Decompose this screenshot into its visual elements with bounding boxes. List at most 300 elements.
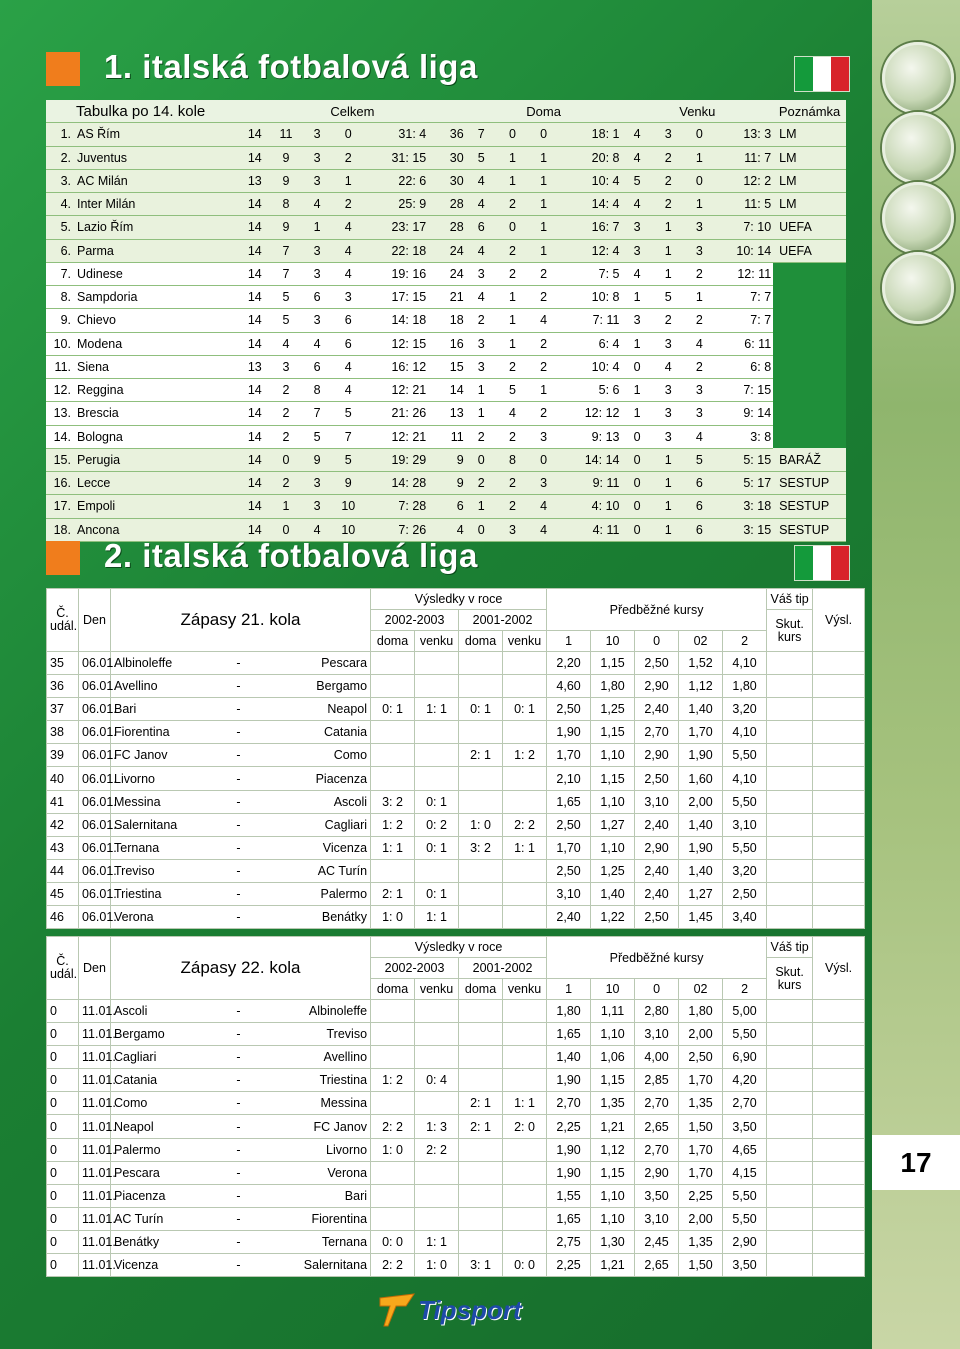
column-header-odds-o1: 1 xyxy=(547,631,591,652)
date-cell: 11.01. xyxy=(79,1069,111,1092)
stat-cell: 0 xyxy=(497,123,528,146)
result-cell xyxy=(415,652,459,675)
table-row xyxy=(46,448,846,471)
stat-cell: 3: 18 xyxy=(715,495,773,518)
result-cell xyxy=(371,721,415,744)
stat-cell: 10 xyxy=(333,518,364,541)
tip-input-cell[interactable] xyxy=(767,1207,813,1230)
stat-cell: 9 xyxy=(270,169,301,192)
tip-input-cell[interactable] xyxy=(767,1000,813,1023)
result-cell: 1: 0 xyxy=(415,1254,459,1277)
stat-cell: 5 xyxy=(333,448,364,471)
result-cell xyxy=(459,1161,503,1184)
stat-cell: 5 xyxy=(302,425,333,448)
event-cell: 41 xyxy=(47,790,79,813)
note-cell xyxy=(773,355,846,378)
result-input-cell[interactable] xyxy=(813,1069,865,1092)
result-cell: 2: 2 xyxy=(503,813,547,836)
note-cell xyxy=(773,332,846,355)
result-input-cell[interactable] xyxy=(813,1138,865,1161)
result-cell xyxy=(415,721,459,744)
away-team-cell: Catania xyxy=(271,721,371,744)
stat-cell: 21: 26 xyxy=(364,402,428,425)
tip-input-cell[interactable] xyxy=(767,882,813,905)
odds-cell: 1,80 xyxy=(723,675,767,698)
stat-cell: 2 xyxy=(333,193,364,216)
stat-cell: 36 xyxy=(428,123,465,146)
stat-cell: 9 xyxy=(270,216,301,239)
stat-cell: 2 xyxy=(497,239,528,262)
home-team-cell: Fiorentina xyxy=(111,721,207,744)
result-input-cell[interactable] xyxy=(813,675,865,698)
note-cell: SESTUP xyxy=(773,495,846,518)
odds-cell: 4,15 xyxy=(723,1161,767,1184)
away-team-cell: Neapol xyxy=(271,698,371,721)
section-marker xyxy=(46,52,80,86)
stat-cell: 4 xyxy=(333,262,364,285)
stat-cell: 0 xyxy=(684,123,715,146)
result-input-cell[interactable] xyxy=(813,1184,865,1207)
result-input-cell[interactable] xyxy=(813,1046,865,1069)
result-input-cell[interactable] xyxy=(813,790,865,813)
result-cell xyxy=(459,859,503,882)
stat-cell: 14 xyxy=(239,402,270,425)
result-cell xyxy=(459,1046,503,1069)
stat-cell: 3 xyxy=(653,332,684,355)
position-cell: 3. xyxy=(46,169,73,192)
odds-cell: 2,85 xyxy=(635,1069,679,1092)
odds-cell: 1,40 xyxy=(591,882,635,905)
odds-cell: 2,50 xyxy=(635,767,679,790)
stat-cell: 7: 26 xyxy=(364,518,428,541)
stat-cell: 2 xyxy=(497,472,528,495)
event-cell: 35 xyxy=(47,652,79,675)
tip-input-cell[interactable] xyxy=(767,1092,813,1115)
odds-cell: 1,21 xyxy=(591,1254,635,1277)
table-row xyxy=(47,1000,865,1023)
home-team-cell: Piacenza xyxy=(111,1184,207,1207)
odds-cell: 2,80 xyxy=(635,1000,679,1023)
away-team-cell: Ternana xyxy=(271,1230,371,1253)
stat-cell: 10: 4 xyxy=(559,169,621,192)
tipsport-wordmark: Tipsport xyxy=(418,1294,522,1325)
stat-cell: 1 xyxy=(528,169,559,192)
stat-cell: 3 xyxy=(528,472,559,495)
home-team-cell: Como xyxy=(111,1092,207,1115)
date-cell: 06.01. xyxy=(79,790,111,813)
odds-cell: 1,11 xyxy=(591,1000,635,1023)
table-row xyxy=(47,1069,865,1092)
odds-cell: 3,10 xyxy=(635,1207,679,1230)
result-input-cell[interactable] xyxy=(813,836,865,859)
stat-cell: 3 xyxy=(466,262,497,285)
result-cell xyxy=(415,859,459,882)
tip-input-cell[interactable] xyxy=(767,836,813,859)
team-cell: Brescia xyxy=(73,402,239,425)
stat-cell: 2 xyxy=(270,402,301,425)
tip-input-cell[interactable] xyxy=(767,721,813,744)
table-row xyxy=(47,1092,865,1115)
team-cell: Chievo xyxy=(73,309,239,332)
column-header-odds-o1: 1 xyxy=(547,979,591,1000)
result-cell: 0: 4 xyxy=(415,1069,459,1092)
tip-input-cell[interactable] xyxy=(767,1184,813,1207)
stat-cell: 9 xyxy=(333,472,364,495)
result-input-cell[interactable] xyxy=(813,882,865,905)
stat-cell: 18 xyxy=(428,309,465,332)
football-icon xyxy=(882,42,954,114)
tip-input-cell[interactable] xyxy=(767,906,813,929)
home-team-cell: Triestina xyxy=(111,882,207,905)
event-cell: 0 xyxy=(47,1069,79,1092)
result-cell: 0: 2 xyxy=(415,813,459,836)
result-cell xyxy=(415,675,459,698)
note-cell xyxy=(773,425,846,448)
stat-cell: 2 xyxy=(497,355,528,378)
tip-input-cell[interactable] xyxy=(767,767,813,790)
stat-cell: 5 xyxy=(684,448,715,471)
date-cell: 11.01. xyxy=(79,1254,111,1277)
stat-cell: 4 xyxy=(466,239,497,262)
tip-input-cell[interactable] xyxy=(767,1046,813,1069)
date-cell: 11.01. xyxy=(79,1092,111,1115)
stat-cell: 1 xyxy=(466,402,497,425)
odds-cell: 2,70 xyxy=(635,721,679,744)
section-marker xyxy=(46,541,80,575)
tip-input-cell[interactable] xyxy=(767,698,813,721)
odds-cell: 1,15 xyxy=(591,767,635,790)
separator-cell: - xyxy=(207,1161,271,1184)
column-header-date: Den xyxy=(79,937,111,1000)
stat-cell: 15 xyxy=(428,355,465,378)
result-cell: 0: 1 xyxy=(371,698,415,721)
tip-input-cell[interactable] xyxy=(767,1115,813,1138)
result-input-cell[interactable] xyxy=(813,698,865,721)
stat-cell: 19: 16 xyxy=(364,262,428,285)
result-cell: 2: 2 xyxy=(371,1115,415,1138)
stat-cell: 3 xyxy=(466,355,497,378)
result-cell: 2: 1 xyxy=(459,1115,503,1138)
stat-cell: 8 xyxy=(302,379,333,402)
result-cell xyxy=(503,1069,547,1092)
team-cell: Modena xyxy=(73,332,239,355)
stat-cell: 28 xyxy=(428,193,465,216)
result-cell: 1: 1 xyxy=(415,1230,459,1253)
odds-cell: 5,50 xyxy=(723,836,767,859)
event-cell: 0 xyxy=(47,1023,79,1046)
odds-cell: 2,20 xyxy=(547,652,591,675)
odds-cell: 2,90 xyxy=(635,675,679,698)
table-row xyxy=(47,1046,865,1069)
column-header-season-2002-2003: 2002-2003 xyxy=(371,610,459,631)
odds-cell: 1,65 xyxy=(547,790,591,813)
column-header-home: Doma xyxy=(466,100,622,123)
table-row xyxy=(46,286,846,309)
date-cell: 06.01. xyxy=(79,906,111,929)
note-cell xyxy=(773,402,846,425)
tip-input-cell[interactable] xyxy=(767,859,813,882)
result-cell: 0: 1 xyxy=(459,698,503,721)
stat-cell: 2 xyxy=(497,495,528,518)
odds-cell: 1,70 xyxy=(679,721,723,744)
result-cell: 1: 1 xyxy=(503,1092,547,1115)
stat-cell: 30 xyxy=(428,169,465,192)
stat-cell: 1 xyxy=(497,169,528,192)
tip-input-cell[interactable] xyxy=(767,813,813,836)
result-input-cell[interactable] xyxy=(813,1161,865,1184)
stat-cell: 4 xyxy=(333,379,364,402)
away-team-cell: Salernitana xyxy=(271,1254,371,1277)
odds-cell: 4,00 xyxy=(635,1046,679,1069)
date-cell: 11.01. xyxy=(79,1046,111,1069)
separator-cell: - xyxy=(207,652,271,675)
team-cell: Reggina xyxy=(73,379,239,402)
stat-cell: 6 xyxy=(466,216,497,239)
result-cell xyxy=(503,1138,547,1161)
odds-cell: 2,90 xyxy=(635,836,679,859)
odds-cell: 2,45 xyxy=(635,1230,679,1253)
stat-cell: 25: 9 xyxy=(364,193,428,216)
date-cell: 11.01. xyxy=(79,1138,111,1161)
tip-input-cell[interactable] xyxy=(767,790,813,813)
away-team-cell: Bergamo xyxy=(271,675,371,698)
result-cell: 1: 1 xyxy=(415,906,459,929)
odds-cell: 1,27 xyxy=(679,882,723,905)
stat-cell: 12: 21 xyxy=(364,425,428,448)
away-team-cell: Treviso xyxy=(271,1023,371,1046)
result-cell xyxy=(503,1046,547,1069)
note-cell: BARÁŽ xyxy=(773,448,846,471)
stat-cell: 1 xyxy=(497,146,528,169)
stat-cell: 12: 2 xyxy=(715,169,773,192)
odds-cell: 5,50 xyxy=(723,1184,767,1207)
result-cell: 1: 2 xyxy=(371,813,415,836)
stat-cell: 1 xyxy=(466,495,497,518)
odds-cell: 2,50 xyxy=(635,906,679,929)
stat-cell: 3 xyxy=(621,309,652,332)
section-title-serie-b: 2. italská fotbalová liga xyxy=(104,537,478,574)
event-cell: 0 xyxy=(47,1115,79,1138)
home-team-cell: Benátky xyxy=(111,1230,207,1253)
stat-cell: 14 xyxy=(239,495,270,518)
result-input-cell[interactable] xyxy=(813,1254,865,1277)
separator-cell: - xyxy=(207,859,271,882)
team-cell: Parma xyxy=(73,239,239,262)
away-team-cell: Cagliari xyxy=(271,813,371,836)
result-cell: 3: 1 xyxy=(459,1254,503,1277)
result-cell: 2: 0 xyxy=(503,1115,547,1138)
event-cell: 37 xyxy=(47,698,79,721)
separator-cell: - xyxy=(207,1138,271,1161)
column-header-odds-o2: 2 xyxy=(723,979,767,1000)
stat-cell: 4: 11 xyxy=(559,518,621,541)
odds-cell: 1,15 xyxy=(591,1069,635,1092)
event-cell: 46 xyxy=(47,906,79,929)
odds-cell: 1,90 xyxy=(679,744,723,767)
result-input-cell[interactable] xyxy=(813,1115,865,1138)
tip-input-cell[interactable] xyxy=(767,744,813,767)
stat-cell: 3 xyxy=(466,332,497,355)
result-cell xyxy=(503,652,547,675)
italian-flag-icon xyxy=(794,545,850,581)
home-team-cell: Pescara xyxy=(111,1161,207,1184)
result-cell xyxy=(371,1000,415,1023)
odds-cell: 2,40 xyxy=(635,813,679,836)
tip-input-cell[interactable] xyxy=(767,1023,813,1046)
result-cell xyxy=(371,1046,415,1069)
tip-input-cell[interactable] xyxy=(767,1138,813,1161)
stat-cell: 1 xyxy=(653,518,684,541)
result-input-cell[interactable] xyxy=(813,906,865,929)
result-cell xyxy=(415,767,459,790)
stat-cell: 16: 12 xyxy=(364,355,428,378)
event-cell: 0 xyxy=(47,1000,79,1023)
odds-cell: 2,40 xyxy=(635,859,679,882)
result-cell: 0: 1 xyxy=(415,882,459,905)
date-cell: 11.01. xyxy=(79,1184,111,1207)
tipsport-logo xyxy=(376,1292,522,1328)
result-input-cell[interactable] xyxy=(813,652,865,675)
tip-input-cell[interactable] xyxy=(767,1254,813,1277)
tip-input-cell[interactable] xyxy=(767,1069,813,1092)
note-cell xyxy=(773,262,846,285)
note-cell: UEFA xyxy=(773,239,846,262)
odds-cell: 2,70 xyxy=(547,1092,591,1115)
stat-cell: 2 xyxy=(270,379,301,402)
stat-cell: 14: 28 xyxy=(364,472,428,495)
stat-cell: 14 xyxy=(428,379,465,402)
result-cell xyxy=(371,767,415,790)
result-input-cell[interactable] xyxy=(813,721,865,744)
stat-cell: 3: 8 xyxy=(715,425,773,448)
odds-cell: 5,50 xyxy=(723,744,767,767)
tip-input-cell[interactable] xyxy=(767,652,813,675)
section-title-serie-a: 1. italská fotbalová liga xyxy=(104,48,478,85)
result-cell xyxy=(503,790,547,813)
odds-cell: 3,50 xyxy=(723,1115,767,1138)
column-header-odds-o10: 10 xyxy=(591,631,635,652)
stat-cell: 4 xyxy=(466,169,497,192)
team-cell: Udinese xyxy=(73,262,239,285)
stat-cell: 1 xyxy=(497,286,528,309)
odds-cell: 1,40 xyxy=(679,698,723,721)
football-icon xyxy=(882,182,954,254)
away-team-cell: Albinoleffe xyxy=(271,1000,371,1023)
column-header-odds-o02: 02 xyxy=(679,979,723,1000)
position-cell: 7. xyxy=(46,262,73,285)
stat-cell: 13 xyxy=(239,169,270,192)
separator-cell: - xyxy=(207,767,271,790)
stat-cell: 14 xyxy=(239,239,270,262)
stat-cell: 14 xyxy=(239,262,270,285)
result-input-cell[interactable] xyxy=(813,1207,865,1230)
odds-cell: 2,40 xyxy=(635,882,679,905)
result-cell xyxy=(503,1161,547,1184)
tip-input-cell[interactable] xyxy=(767,675,813,698)
team-cell: Ancona xyxy=(73,518,239,541)
table-row xyxy=(47,1230,865,1253)
result-cell: 1: 0 xyxy=(371,1138,415,1161)
stat-cell: 13: 3 xyxy=(715,123,773,146)
result-cell xyxy=(459,1023,503,1046)
result-cell xyxy=(459,906,503,929)
column-header-odds-o10: 10 xyxy=(591,979,635,1000)
result-input-cell[interactable] xyxy=(813,813,865,836)
event-cell: 0 xyxy=(47,1161,79,1184)
stat-cell: 7 xyxy=(466,123,497,146)
column-header-tip: Váš tip xyxy=(767,937,813,958)
stat-cell: 31: 4 xyxy=(364,123,428,146)
stat-cell: 2 xyxy=(684,262,715,285)
team-cell: Inter Milán xyxy=(73,193,239,216)
tip-input-cell[interactable] xyxy=(767,1230,813,1253)
odds-cell: 3,10 xyxy=(547,882,591,905)
stat-cell: 9 xyxy=(270,146,301,169)
separator-cell: - xyxy=(207,836,271,859)
result-cell xyxy=(503,1023,547,1046)
result-input-cell[interactable] xyxy=(813,1023,865,1046)
stat-cell: 14 xyxy=(239,286,270,309)
stat-cell: 6 xyxy=(684,472,715,495)
stat-cell: 4 xyxy=(621,193,652,216)
result-cell xyxy=(415,1161,459,1184)
result-cell xyxy=(371,1184,415,1207)
result-cell xyxy=(459,652,503,675)
stat-cell: 14 xyxy=(239,146,270,169)
stat-cell: 9: 14 xyxy=(715,402,773,425)
stat-cell: 2 xyxy=(653,146,684,169)
stat-cell: 11: 5 xyxy=(715,193,773,216)
stat-cell: 3 xyxy=(684,239,715,262)
result-input-cell[interactable] xyxy=(813,744,865,767)
stat-cell: 1 xyxy=(621,379,652,402)
stat-cell: 22: 6 xyxy=(364,169,428,192)
result-cell xyxy=(415,744,459,767)
stat-cell: 1 xyxy=(528,146,559,169)
odds-cell: 1,80 xyxy=(591,675,635,698)
result-input-cell[interactable] xyxy=(813,767,865,790)
stat-cell: 4 xyxy=(333,239,364,262)
date-cell: 11.01. xyxy=(79,1115,111,1138)
separator-cell: - xyxy=(207,744,271,767)
result-input-cell[interactable] xyxy=(813,1230,865,1253)
odds-cell: 1,55 xyxy=(547,1184,591,1207)
result-cell xyxy=(503,1207,547,1230)
stat-cell: 4 xyxy=(528,309,559,332)
note-cell: LM xyxy=(773,193,846,216)
column-header-odds-o02: 02 xyxy=(679,631,723,652)
result-input-cell[interactable] xyxy=(813,1000,865,1023)
stat-cell: 3 xyxy=(302,239,333,262)
stat-cell: 11 xyxy=(270,123,301,146)
event-cell: 38 xyxy=(47,721,79,744)
odds-cell: 1,06 xyxy=(591,1046,635,1069)
odds-cell: 2,50 xyxy=(635,652,679,675)
note-cell xyxy=(773,286,846,309)
home-team-cell: Messina xyxy=(111,790,207,813)
round-title: Zápasy 22. kola xyxy=(111,937,371,1000)
result-input-cell[interactable] xyxy=(813,859,865,882)
tip-input-cell[interactable] xyxy=(767,1161,813,1184)
result-input-cell[interactable] xyxy=(813,1092,865,1115)
result-cell xyxy=(503,859,547,882)
stat-cell: 0 xyxy=(270,518,301,541)
odds-cell: 1,15 xyxy=(591,652,635,675)
odds-cell: 1,40 xyxy=(679,813,723,836)
note-cell: LM xyxy=(773,123,846,146)
odds-cell: 1,35 xyxy=(679,1230,723,1253)
odds-cell: 2,00 xyxy=(679,790,723,813)
